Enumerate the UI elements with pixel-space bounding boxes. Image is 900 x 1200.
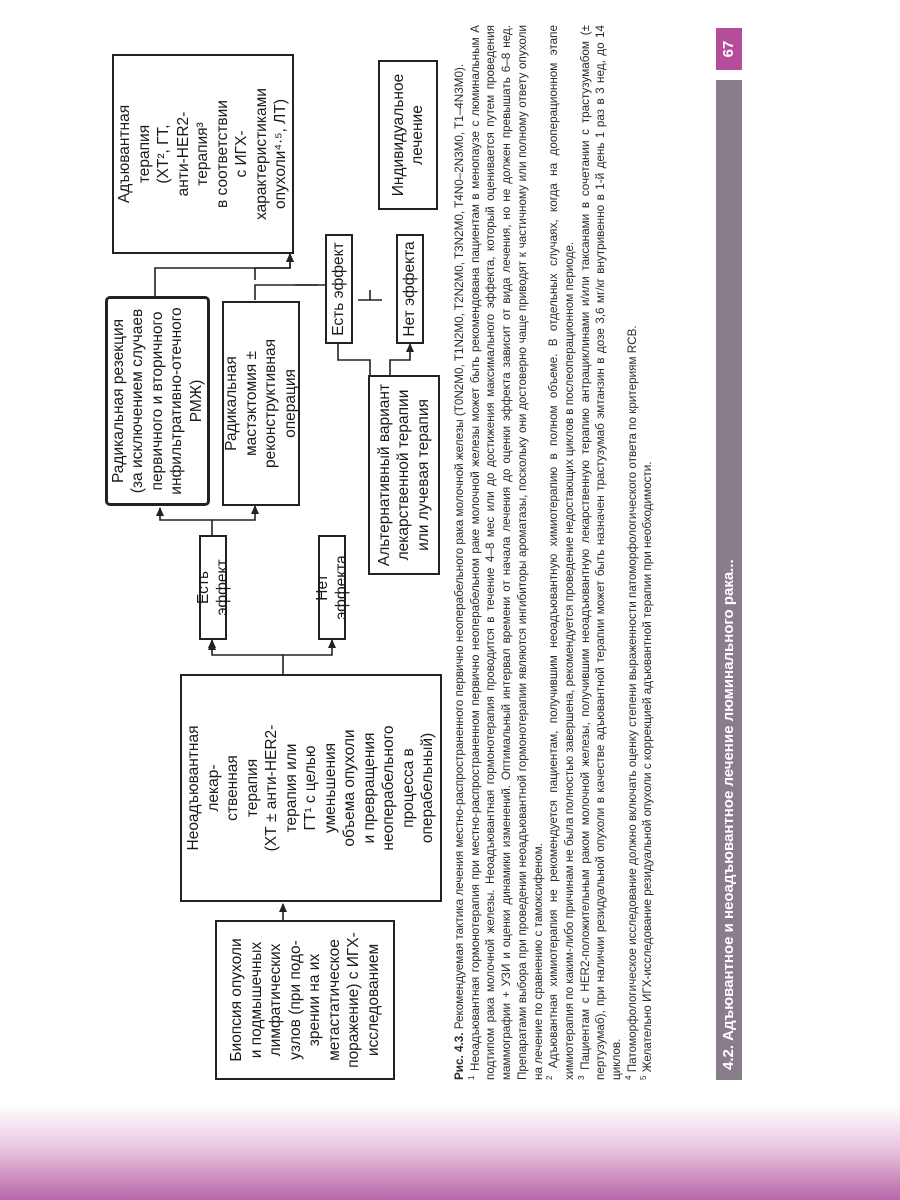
effect-yes-label-2: Есть эффект	[325, 234, 353, 344]
footnote-5-text: Желательно ИГХ-исследование резидуальной опухоли с коррекцией адъювантной терапии при необходимости.	[641, 461, 655, 1073]
footer-gradient	[0, 1105, 900, 1200]
figure-title: Рекомендуемая тактика лечения местно-распространенного первично неоперабельного рака молочной железы (T0N2M0, T1N2M0, T2N2M0, T3N2M0, T4N0–2N3M0, T1–4N3M0).	[453, 63, 466, 1030]
footnote-3-text: Пациентам с HER2-положительным раком молочной железы, получившим неоадъювантную лекарственную терапию антрациклинами и/или таксанами в сочетании с трастузумабом (± пертузумаб), при наличии резидуальной опухоли в качестве адъювантной терапии может быть назначен трастузумаб эмтанзин в дозе 3,6 мг/кг внутривенно в 1-й день 1 раз в 3 нед, до 14 циклов.	[578, 25, 624, 1080]
footnote-5-mark: 5	[639, 1075, 649, 1080]
footnote-1-text: Неоадъювантная гормонотерапия при местно-распространенном первично неоперабельном раке молочной железы может быть рекомендована пациентам в менопаузе с люминальным А подтипом рака молочной железы. Неоадъювантная гормонотерапия проводится в течение 4–8 мес или до достижения максимального эффекта, который оценивается путем проведения маммографии + УЗИ и оценки динамики изменений. Оптимальный интервал времени от начала лечения до оценки эффекта зависит от вида лечения, но не должен превышать 6–8 нед. Препаратами выбора при проведении неоадъювантной гормонотерапии являются ингибиторы ароматазы, поскольку они достоверно чаще приводят к частичному или полному ответу опухоли на лечение по сравнению с тамоксифеном.	[468, 24, 545, 1080]
caption-title	[452, 25, 468, 1080]
footnote-1-mark: 1	[466, 1075, 476, 1080]
footnote-2-text: Адъювантная химиотерапия не рекомендуется пациентам, получившим неоадъювантную химиотерапию в полном объеме. В отдельных случаях, когда на дооперационном этапе химиотерапия по каким-либо причинам не была полностью завершена, рекомендуется проведение недостающих циклов в послеоперационном периоде.	[547, 25, 576, 1080]
footnote-5	[640, 25, 656, 1080]
individual-treatment-box: Индивидуальное лечение	[378, 60, 438, 210]
figure-caption	[452, 25, 656, 1080]
neoadjuvant-therapy-box: Неоадъювантная лекар- ственная терапия (ХТ ± анти-HER2- терапия или ГТ¹ с целью уменьшения объема опухоли и превращения неоперабельного процесса в операбельный)	[180, 674, 442, 902]
footnote-4-mark: 4	[623, 1075, 633, 1080]
radical-resection-box: Радикальная резекция (за исключением случаев первичного и вторичного инфильтративно-отечного РМЖ)	[105, 296, 210, 506]
effect-no-label-2: Нет эффекта	[396, 234, 424, 344]
rotated-page-content	[100, 20, 800, 1080]
section-title-band	[716, 80, 742, 1080]
footnote-4	[625, 25, 641, 1080]
figure-label: Рис. 4.3.	[453, 1032, 466, 1080]
footnote-4-text: Патоморфологическое исследование должно включать оценку степени выраженности патоморфологического ответа по критериям RCB.	[625, 325, 639, 1073]
effect-yes-label-1: Есть эффект	[199, 535, 227, 640]
effect-no-label-1: Нет эффекта	[318, 535, 346, 640]
footnote-1	[468, 25, 547, 1080]
radical-mastectomy-box: Радикальная мастэктомия ± реконструктивная операция	[222, 301, 300, 506]
footnote-2-mark: 2	[545, 1075, 555, 1080]
section-title: 4.2. Адъювантное и неоадъювантное лечение люминального рака...	[720, 559, 737, 1070]
footnote-3-mark: 3	[576, 1075, 586, 1080]
footnote-2	[546, 25, 577, 1080]
page-number: 67	[716, 28, 742, 70]
adjuvant-therapy-box: Адъювантная терапия (ХТ², ГТ, анти-HER2- терапия³ в соответствии с ИГХ- характеристиками опухоли⁴·⁵, ЛТ)	[112, 54, 294, 254]
biopsy-box: Биопсия опухоли и подмышечных лимфатических узлов (при подо- зрении на их метастатическое поражение) с ИГХ- исследованием	[215, 920, 395, 1080]
footnote-3	[578, 25, 625, 1080]
alternative-therapy-box: Альтернативный вариант лекарственной терапии или лучевая терапия	[368, 375, 440, 575]
